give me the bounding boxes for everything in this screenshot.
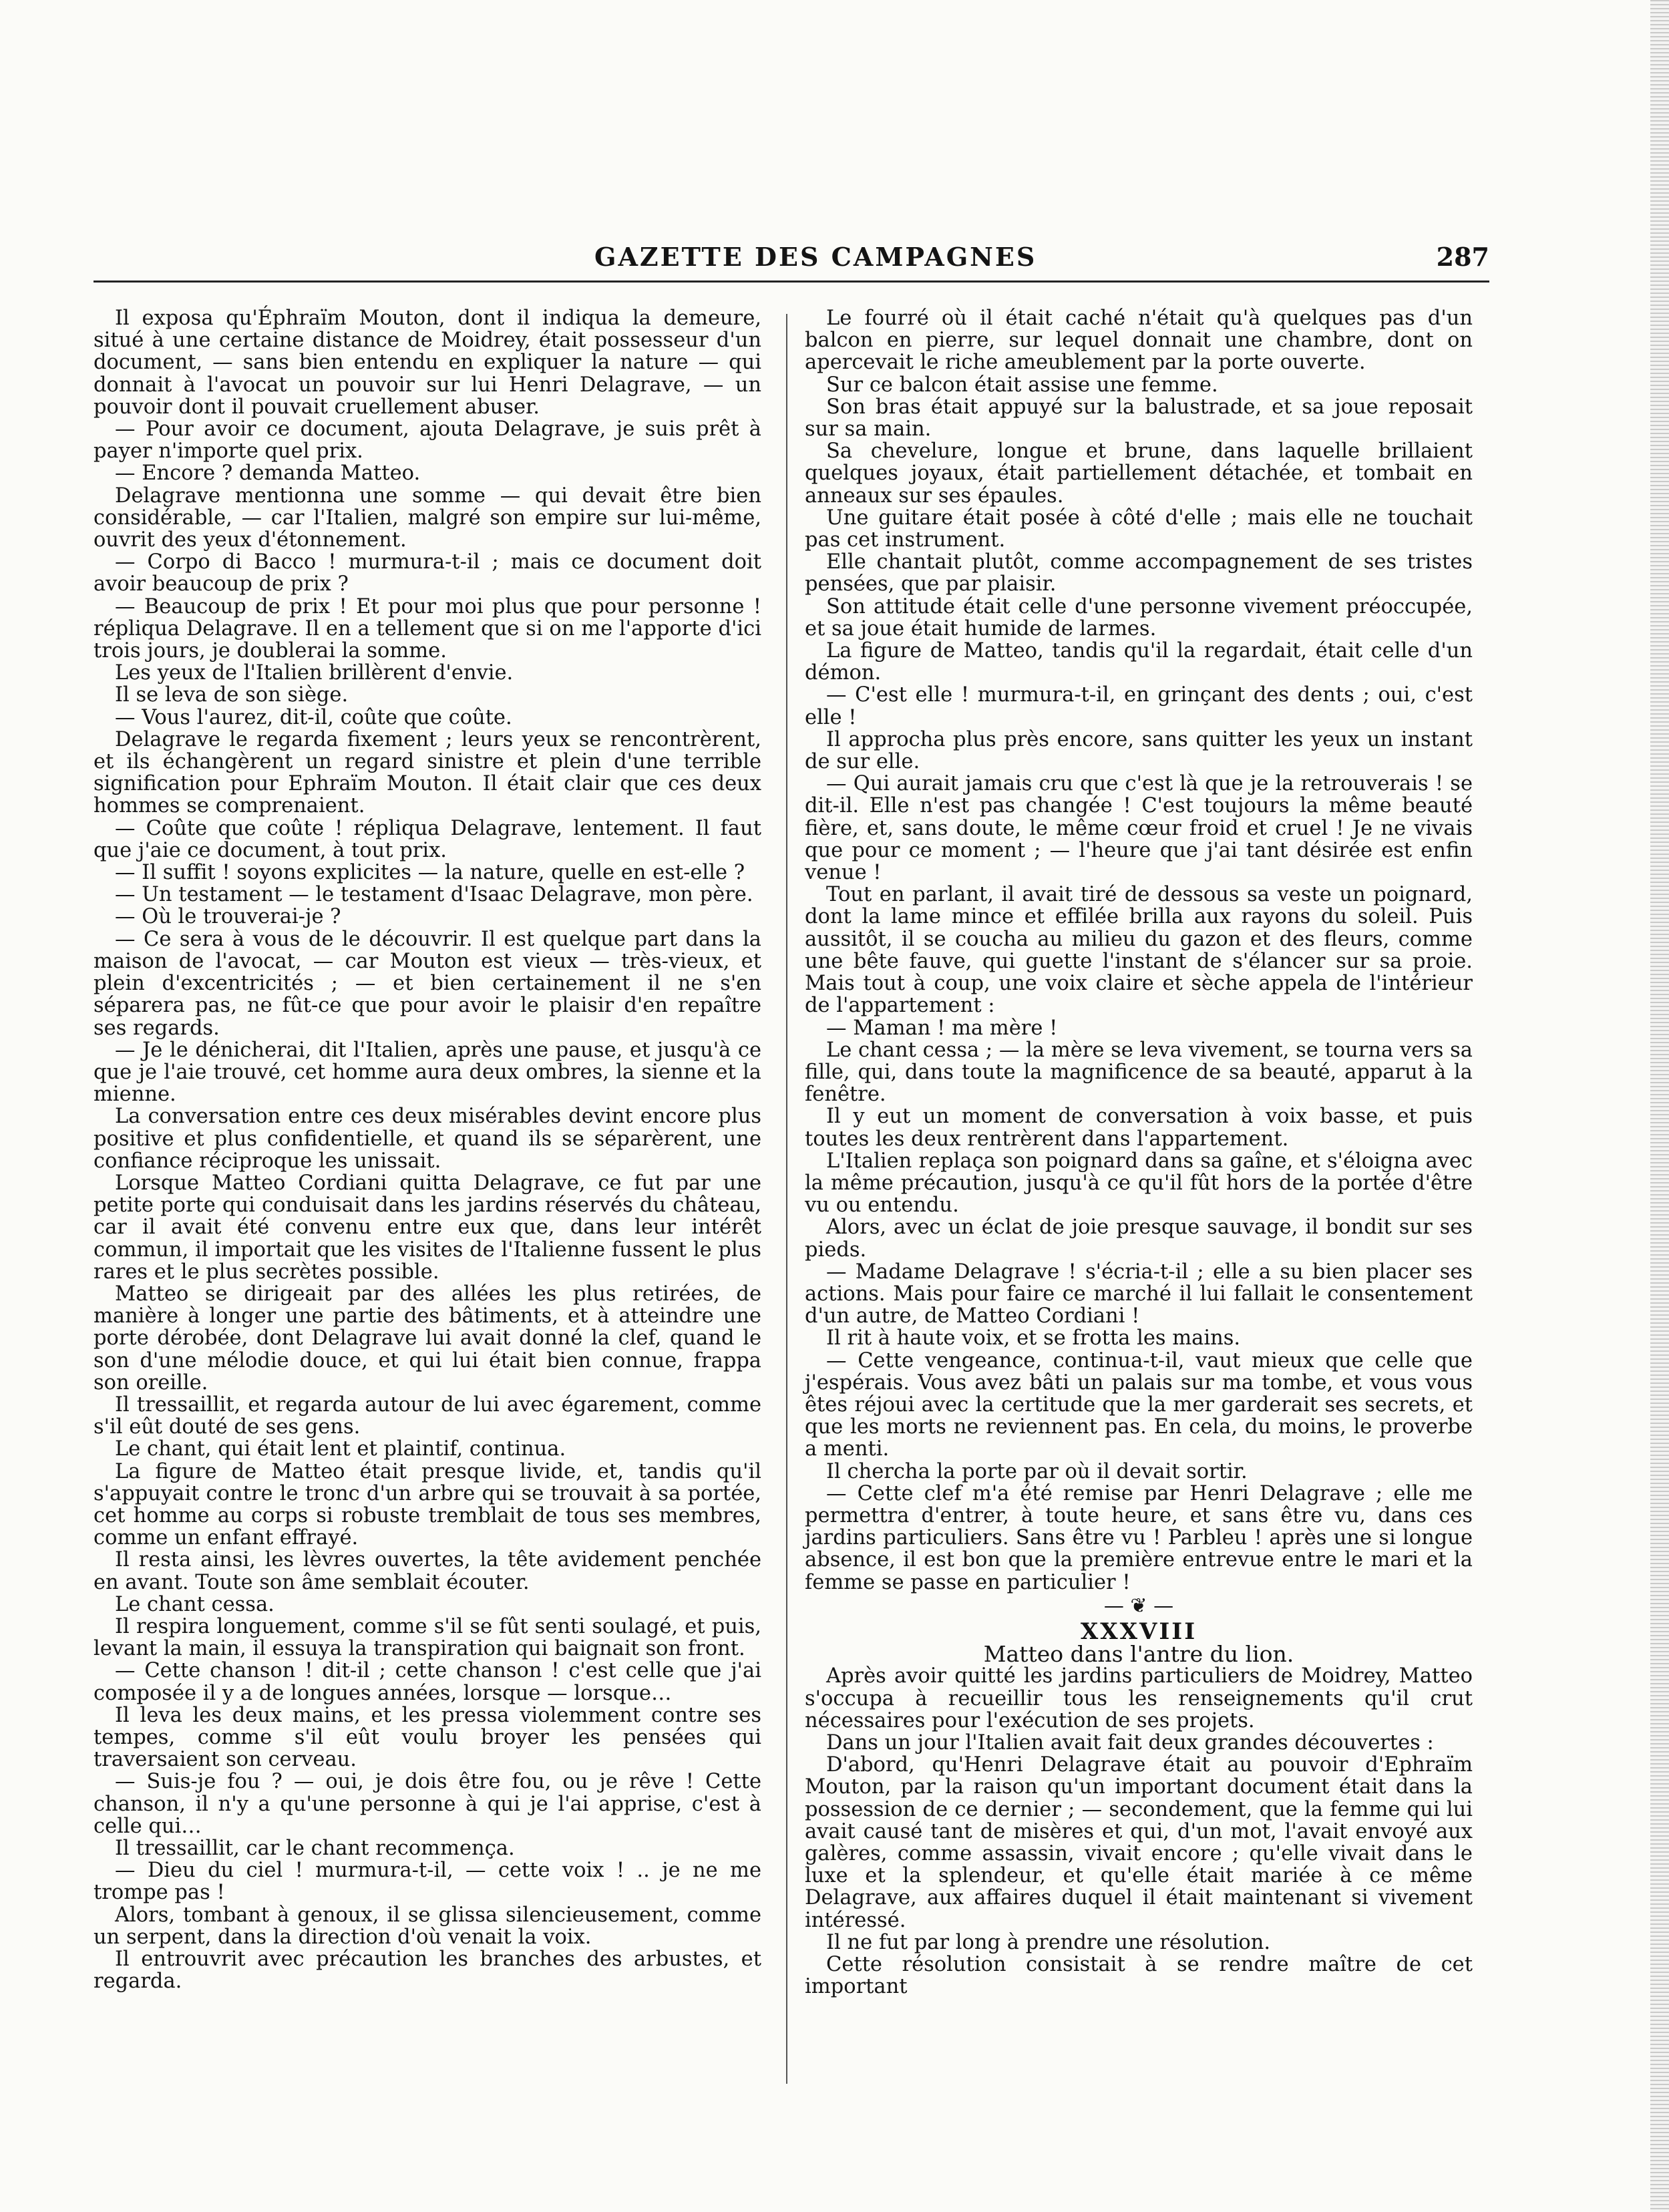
right-column-text [805,307,1473,1594]
paragraph: Il resta ainsi, les lèvres ouvertes, la tête avidement penchée en avant. Toute son âme semblait écouter. [94,1548,761,1594]
paragraph: Il leva les deux mains, et les pressa violemment contre ses tempes, comme s'il eût voulu broyer les pensées qui traversaient son cerveau. [94,1703,761,1772]
page-title: GAZETTE DES CAMPAGNES [594,242,1037,272]
paragraph: — Cette vengeance, continua-t-il, vaut mieux que celle que j'espérais. Vous avez bâti un palais sur ma tombe, et vous vous êtes réjoui avec la certitude que la mer garderait ses secrets, et que les morts ne reviennent pas. En cela, du moins, le proverbe a menti. [805,1348,1473,1461]
paragraph: Matteo se dirigeait par des allées les plus retirées, de manière à longer une partie des bâtiments, et à atteindre une porte dérobée, dont Delagrave lui avait donné la clef, quand le son d'une mélodie douce, et qui lui était bien connue, frappa son oreille. [94,1282,761,1395]
paragraph: La conversation entre ces deux misérables devint encore plus positive et plus confidentielle, et quand ils se séparèrent, une confiance réciproque les unissait. [94,1105,761,1173]
paragraph: Sur ce balcon était assise une femme. [826,373,1218,397]
paragraph: Delagrave le regarda fixement ; leurs yeux se rencontrèrent, et ils échangèrent un regard sinistre et plein d'une terrible signification pour Ephraïm Mouton. Il était clair que ces deux hommes se comprenaient. [94,727,761,818]
scan-edge [1650,0,1669,2212]
paragraph: — Cette clef m'a été remise par Henri Delagrave ; elle me permettra d'entrer, à toute heure, et sans être vu, dans ces jardins particuliers. Sans être vu ! Parbleu ! après une si longue absence, il est bon que la première entrevue entre le mari et la femme se passe en particulier ! [805,1481,1473,1594]
chapter-number: XXXVIII [1080,1618,1197,1645]
paragraph: — Ce sera à vous de le découvrir. Il est quelque part dans la maison de l'avocat, — car Mouton est vieux — très-vieux, et plein d'excentricités ; — et bien certainement il ne s'en séparera pas, ne fût-ce que pour avoir le plaisir d'en repaître ses regards. [94,927,761,1040]
paragraph: Les yeux de l'Italien brillèrent d'envie. [115,661,514,685]
paragraph: — Suis-je fou ? — oui, je dois être fou, ou je rêve ! Cette chanson, il n'y a qu'une personne à qui je l'ai apprise, c'est à celle qui… [94,1770,761,1838]
paragraph: — Un testament — le testament d'Isaac Delagrave, mon père. [115,883,753,907]
page-number: 287 [1436,242,1489,272]
paragraph: Le chant cessa ; — la mère se leva vivement, se tourna vers sa fille, qui, dans toute la magnificence de sa beauté, apparut à la fenêtre. [805,1038,1473,1107]
paragraph: Une guitare était posée à côté d'elle ; mais elle ne touchait pas cet instrument. [805,506,1473,552]
paragraph: Il rit à haute voix, et se frotta les mains. [826,1326,1241,1350]
paragraph: Le chant cessa. [115,1592,274,1616]
paragraph: — Pour avoir ce document, ajouta Delagrave, je suis prêt à payer n'importe quel prix. [94,417,761,464]
paragraph: Le chant, qui était lent et plaintif, continua. [115,1437,566,1461]
paragraph: L'Italien replaça son poignard dans sa gaîne, et s'éloigna avec la même précaution, jusqu'à ce qu'il fût hors de la portée d'être vu ou entendu. [805,1149,1473,1218]
paragraph: — Maman ! ma mère ! [826,1016,1058,1040]
paragraph: — Dieu du ciel ! murmura-t-il, — cette voix ! .. je ne me trompe pas ! [94,1859,761,1905]
chapter-ornament: — ❦ — [1103,1594,1174,1618]
paragraph: La figure de Matteo était presque livide, et, tandis qu'il s'appuyait contre le tronc d'un arbre qui se trouvait à sa portée, cet homme au corps si robuste tremblait de tous ses membres, comme un enfant effrayé. [94,1459,761,1550]
paragraph: — Corpo di Bacco ! murmura-t-il ; mais ce document doit avoir beaucoup de prix ? [94,550,761,596]
paragraph: — Beaucoup de prix ! Et pour moi plus que pour personne ! répliqua Delagrave. Il en a tellement que si on me l'apporte d'ici trois jours, je doublerai la somme. [94,594,761,663]
paragraph: Alors, tombant à genoux, il se glissa silencieusement, comme un serpent, dans la direction d'où venait la voix. [94,1903,761,1949]
paragraph: Il exposa qu'Éphraïm Mouton, dont il indiqua la demeure, situé à une certaine distance de Moidrey, était possesseur d'un document, — sans bien entendu en expliquer la nature — qui donnait à l'avocat un pouvoir sur lui Henri Delagrave, — un pouvoir dont il pouvait cruellement abuser. [94,307,761,419]
paragraph: Il entrouvrit avec précaution les branches des arbustes, et regarda. [94,1948,761,1994]
chapter-title: Matteo dans l'antre du lion. [983,1641,1294,1668]
column-divider [786,314,787,2084]
page-header [94,240,1489,283]
paragraph: Alors, avec un éclat de joie presque sauvage, il bondit sur ses pieds. [805,1216,1473,1262]
paragraph: — C'est elle ! murmura-t-il, en grinçant des dents ; oui, c'est elle ! [805,683,1473,729]
paragraph: — Qui aurait jamais cru que c'est là que je la retrouverais ! se dit-il. Elle n'est pas changée ! C'est toujours la même beauté fière, et, sans doute, le même cœur froid et cruel ! Je ne vivais que pour ce moment ; — l'heure que j'ai tant désirée est enfin venue ! [805,772,1473,885]
paragraph: — Cette chanson ! dit-il ; cette chanson ! c'est celle que j'ai composée il y a de longues années, lorsque — lorsque… [94,1659,761,1705]
paragraph: Elle chantait plutôt, comme accompagnement de ses tristes pensées, que par plaisir. [805,550,1473,596]
paragraph: Son attitude était celle d'une personne vivement préoccupée, et sa joue était humide de larmes. [805,594,1473,640]
paragraph: D'abord, qu'Henri Delagrave était au pouvoir d'Ephraïm Mouton, par la raison qu'un important document était dans la possession de ce dernier ; — secondement, que la femme qui lui avait causé tant de misères et qui, d'un mot, l'avait envoyé aux galères, comme assassin, vivait encore ; qu'elle vivait dans le luxe et la splendeur, et qu'elle était mariée à ce même Delagrave, aux affaires duquel il était maintenant si vivement intéressé. [805,1753,1473,1932]
paragraph: Son bras était appuyé sur la balustrade, et sa joue reposait sur sa main. [805,395,1473,441]
paragraph: Sa chevelure, longue et brune, dans laquelle brillaient quelques joyaux, était partiellement détachée, et tombait en anneaux sur ses épaules. [805,439,1473,508]
right-column-continued [805,1665,1473,1998]
paragraph: Il y eut un moment de conversation à voix basse, et puis toutes les deux rentrèrent dans l'appartement. [805,1105,1473,1151]
paragraph: — Il suffit ! soyons explicites — la nature, quelle en est-elle ? [115,861,745,885]
paragraph: — Vous l'aurez, dit-il, coûte que coûte. [115,705,512,729]
paragraph: Après avoir quitté les jardins particuliers de Moidrey, Matteo s'occupa à recueillir tous les renseignements qu'il crut nécessaires pour l'exécution de ses projets. [805,1664,1473,1732]
paragraph: Il respira longuement, comme s'il se fût senti soulagé, et puis, levant la main, il essuya la transpiration qui baignait son front. [94,1614,761,1661]
left-column [94,307,761,1992]
paragraph: Tout en parlant, il avait tiré de dessous sa veste un poignard, dont la lame mince et effilée brilla aux rayons du soleil. Puis aussitôt, il se coucha au milieu du gazon et des fleurs, comme une bête fauve, qui guette l'instant de s'élancer sur sa proie. Mais tout à coup, une voix claire et sèche appela de l'intérieur de l'appartement : [805,883,1473,1018]
paragraph: — Où le trouverai-je ? [115,905,341,929]
paragraph: — Madame Delagrave ! s'écria-t-il ; elle a su bien placer ses actions. Mais pour faire ce marché il lui fallait le consentement d'un autre, de Matteo Cordiani ! [805,1260,1473,1328]
paragraph: Il chercha la porte par où il devait sortir. [826,1459,1248,1483]
paragraph: Dans un jour l'Italien avait fait deux grandes découvertes : [826,1731,1434,1755]
paragraph: — Coûte que coûte ! répliqua Delagrave, lentement. Il faut que j'aie ce document, à tout prix. [94,816,761,862]
paragraph: Delagrave mentionna une somme — qui devait être bien considérable, — car l'Italien, malgré son empire sur lui-même, ouvrit des yeux d'étonnement. [94,484,761,552]
right-column [805,307,1473,1998]
paragraph: Le fourré où il était caché n'était qu'à quelques pas d'un balcon en pierre, sur lequel donnait une chambre, dont on apercevait le riche ameublement par la porte ouverte. [805,307,1473,375]
paragraph: Il ne fut par long à prendre une résolution. [826,1930,1271,1954]
paragraph: Il approcha plus près encore, sans quitter les yeux un instant de sur elle. [805,727,1473,774]
paragraph: Cette résolution consistait à se rendre maître de cet important [805,1953,1473,1999]
paragraph: — Je le dénicherai, dit l'Italien, après une pause, et jusqu'à ce que je l'aie trouvé, cet homme aura deux ombres, la sienne et la mienne. [94,1038,761,1107]
paragraph: Il tressaillit, et regarda autour de lui avec égarement, comme s'il eût douté de ses gens. [94,1393,761,1439]
paragraph: Il tressaillit, car le chant recommença. [115,1837,515,1861]
paragraph: — Encore ? demanda Matteo. [115,462,421,486]
paragraph: Lorsque Matteo Cordiani quitta Delagrave, ce fut par une petite porte qui conduisait dans les jardins réservés du château, car il avait été convenu entre eux que, dans leur intérêt commun, il importait que les visites de l'Italienne fussent le plus rares et le plus secrètes possible. [94,1171,761,1284]
paragraph: La figure de Matteo, tandis qu'il la regardait, était celle d'un démon. [805,639,1473,685]
paragraph: Il se leva de son siège. [115,683,349,707]
